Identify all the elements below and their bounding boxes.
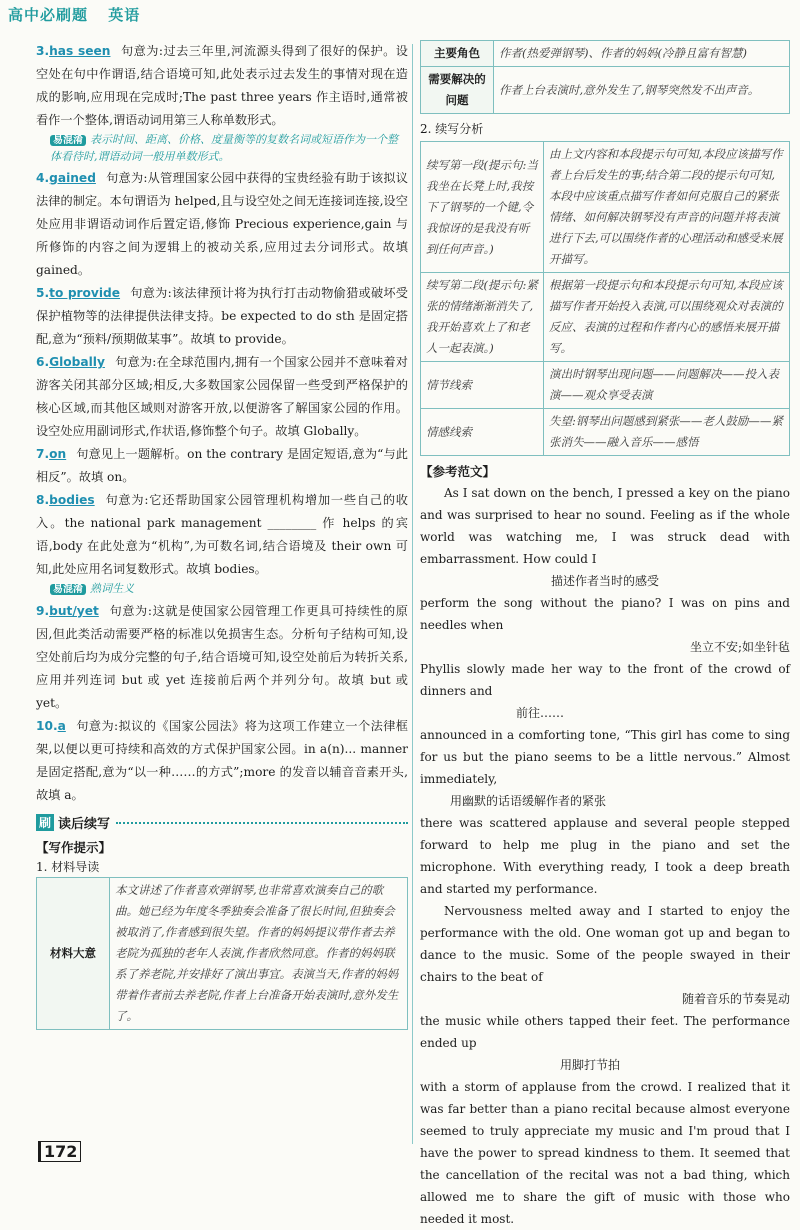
table-row	[421, 142, 790, 273]
essay-gloss: 描述作者当时的感受	[550, 574, 659, 588]
item-number: 6.	[36, 355, 50, 369]
section-tag: 刷	[36, 814, 54, 831]
table-row	[421, 67, 790, 114]
essay-gloss: 随着音乐的节奏晃动	[681, 992, 790, 1006]
essay-line: there was scattered applause and several people stepped forward to help me plug in the piano and set the microphone. With everything ready, I took a deep breath and started my performance.	[420, 816, 790, 896]
essay-line: announced in a comforting tone, “This girl has come to sing for us but the piano seems to be a little nervous.” Almost immediately,	[420, 728, 790, 786]
answer-word: to provide	[49, 286, 121, 300]
answer-word: Globally	[49, 355, 105, 369]
note-tag: 易混淆	[50, 584, 86, 595]
left-column	[36, 40, 408, 1030]
essay-gloss: 坐立不安;如坐针毡	[689, 640, 790, 654]
row-text: 作者(热爱弹钢琴)、作者的妈妈(冷静且富有智慧)	[494, 41, 790, 67]
essay-line: with a storm of applause from the crowd. I realized that it was far better than a piano recital because almost everyone seemed to truly appreciate my music and I'm proud that I have the power to spread kindness to them. It seemed that the cancellation of the recital was not a bad thing, which allowed me to share the gift of music with those who needed it most.	[420, 1080, 790, 1226]
section-title: 读后续写	[58, 817, 111, 832]
table-row	[37, 878, 408, 1030]
analysis-title: 2. 续写分析	[420, 122, 484, 136]
column-divider	[412, 44, 413, 1144]
sample-essay-title: 【参考范文】	[420, 464, 496, 479]
row-text: 失望:钢琴出问题感到紧张——老人鼓励——紧张消失——融入音乐——感悟	[544, 409, 790, 456]
row-text: 由上文内容和本段提示句可知,本段应该描写作者上台后发生的事;结合第二段的提示句可知,本段中应该重点描写作者如何克服自己的紧张情绪、如何解决钢琴没有声音的问题并将表演进行下去,可以围绕作者的心理活动和感受来展开描写。	[544, 142, 790, 273]
dotted-rule	[116, 822, 408, 824]
tip-note	[50, 581, 408, 598]
essay-line: the music while others tapped their feet. The performance ended up	[420, 1014, 790, 1050]
material-guide-title: 1. 材料导读	[36, 860, 100, 874]
row-label: 情节线索	[421, 362, 544, 409]
table-row	[421, 41, 790, 67]
page-number	[38, 1142, 81, 1161]
writing-tips-title: 【写作提示】	[36, 840, 112, 855]
explanation: 句意为:拟议的《国家公园法》将为这项工作建立一个法律框架,以便以更可持续和高效的方式保护国家公园。in a(n)... manner 是固定搭配,意为“以一种……的方式”;more 的发音以辅音音素开头,故填 a。	[36, 719, 408, 802]
item-number: 7.	[36, 447, 50, 461]
explanation: 句意为:过去三年里,河流源头得到了很好的保护。设空处在句中作谓语,结合语境可知,此处表示过去发生的事情对现在造成的影响,应用现在完成时;The past three years 作主语时,通常被看作一个整体,谓语动词用第三人称单数形式。	[36, 44, 408, 127]
explanation: 句意为:它还帮助国家公园管理机构增加一些自己的收入。the national park management ________ 作 helps 的宾语,body 在此处意为“机构”,为可数名词,结合语境及 their own 可知,此处应用名词复数形式。故填 bodies。	[36, 493, 408, 576]
explanation: 句意为:这就是使国家公园管理工作更具可持续性的原因,但此类活动需要严格的标准以免损害生态。分析句子结构可知,设空处前后均为成分完整的句子,结合语境可知,设空处前后为转折关系,应用并列连词 but 或 yet 连接前后两个并列分句。故填 but 或 yet。	[36, 604, 408, 710]
row-label: 主要角色	[421, 41, 494, 67]
answer-item-4	[36, 167, 408, 282]
note-text: 熟词生义	[90, 582, 134, 595]
right-column	[420, 40, 790, 1230]
essay-line: Phyllis slowly made her way to the front of the crowd of dinners and	[420, 662, 790, 698]
answer-item-3	[36, 40, 408, 132]
row-label: 续写第二段(提示句:紧张的情绪渐渐消失了,我开始喜欢上了和老人一起表演。)	[421, 273, 544, 362]
explanation: 句意为:从管理国家公园中获得的宝贵经验有助于该拟议法律的制定。本句谓语为 helped,且与设空处之间无连接词连接,设空处应用非谓语动词作后置定语,修饰 Precious experience,gain 与所修饰的内容之间为逻辑上的被动关系,应用过去分词形式。故填 gained。	[36, 171, 408, 277]
material-text: 本文讲述了作者喜欢弹钢琴,也非常喜欢演奏自己的歌曲。她已经为年度冬季独奏会准备了很长时间,但独奏会被取消了,作者感到很失望。作者的妈妈提议带作者去养老院为孤独的老年人表演,作者欣然同意。作者的妈妈联系了养老院,并安排好了演出事宜。表演当天,作者的妈妈带着作者前去养老院,作者上台准备开始表演时,意外发生了。	[110, 878, 408, 1030]
book-title: 高中必刷题	[8, 6, 89, 24]
explanation: 句意为:在全球范围内,拥有一个国家公园并不意味着对游客关闭其部分区域;相反,大多数国家公园保留一些受到严格保护的核心区域,而其他区域则对游客开放,以便游客了解国家公园的作用。设空处应用副词形式,作状语,修饰整个句子。故填 Globally。	[36, 355, 408, 438]
note-text: 表示时间、距离、价格、度量衡等的复数名词或短语作为一个整体看待时,谓语动词一般用单数形式。	[50, 133, 398, 163]
item-number: 9.	[36, 604, 50, 618]
subject-name: 英语	[108, 6, 141, 24]
table-row	[421, 362, 790, 409]
answer-item-8	[36, 489, 408, 581]
item-number: 8.	[36, 493, 50, 507]
row-text: 作者上台表演时,意外发生了,钢琴突然发不出声音。	[494, 67, 790, 114]
essay-line: perform the song without the piano? I was on pins and needles when	[420, 596, 790, 632]
item-number: 4.	[36, 171, 50, 185]
answer-word: bodies	[49, 493, 95, 507]
note-tag: 易混淆	[50, 135, 86, 146]
essay-gloss: 用幽默的话语缓解作者的紧张	[450, 794, 607, 808]
answer-item-6	[36, 351, 408, 443]
table-row	[421, 409, 790, 456]
explanation: 句意见上一题解析。on the contrary 是固定短语,意为“与此相反”。故填 on。	[36, 447, 408, 484]
essay-gloss: 前往……	[516, 706, 565, 720]
item-number: 3.	[36, 44, 50, 58]
running-header	[8, 4, 154, 25]
analysis-table	[420, 141, 790, 456]
answer-item-10	[36, 715, 408, 807]
item-number: 5.	[36, 286, 50, 300]
answer-item-5	[36, 282, 408, 351]
row-label: 续写第一段(提示句:当我坐在长凳上时,我按下了钢琴的一个键,令我惊讶的是我没有听到任何声音。)	[421, 142, 544, 273]
row-label: 情感线索	[421, 409, 544, 456]
material-table	[36, 877, 408, 1030]
answer-word: has seen	[49, 44, 111, 58]
tip-note	[50, 132, 408, 165]
character-table	[420, 40, 790, 114]
answer-item-7	[36, 443, 408, 489]
section-heading	[36, 813, 408, 832]
item-number: 10.	[36, 719, 58, 733]
answer-word: a	[57, 719, 66, 733]
page-number-text: 172	[38, 1141, 81, 1162]
table-row	[421, 273, 790, 362]
answer-word: on	[49, 447, 67, 461]
essay-line: Nervousness melted away and I started to enjoy the performance with the old. One woman got up and began to dance to the music. Some of the people swayed in their chairs to the beat of	[420, 904, 790, 984]
row-text: 根据第一段提示句和本段提示句可知,本段应该描写作者开始投入表演,可以围绕观众对表演的反应、表演的过程和作者内心的感悟来展开描写。	[544, 273, 790, 362]
answer-word: gained	[49, 171, 96, 185]
material-label: 材料大意	[37, 878, 110, 1030]
row-text: 演出时钢琴出现问题——问题解决——投入表演——观众享受表演	[544, 362, 790, 409]
essay-line: As I sat down on the bench, I pressed a key on the piano and was surprised to hear no sound. Feeling as if the whole world was watching me, I was struck dead with embarrassment. How could I	[420, 486, 790, 566]
row-label: 需要解决的问题	[421, 67, 494, 114]
answer-word: but/yet	[49, 604, 99, 618]
essay-gloss: 用脚打节拍	[560, 1058, 621, 1072]
answer-item-9	[36, 600, 408, 715]
explanation: 句意为:该法律预计将为执行打击动物偷猎或破坏受保护植物等的法律提供法律支持。be expected to do sth 是固定搭配,意为“预料/预期做某事”。故填 to provide。	[36, 286, 408, 346]
